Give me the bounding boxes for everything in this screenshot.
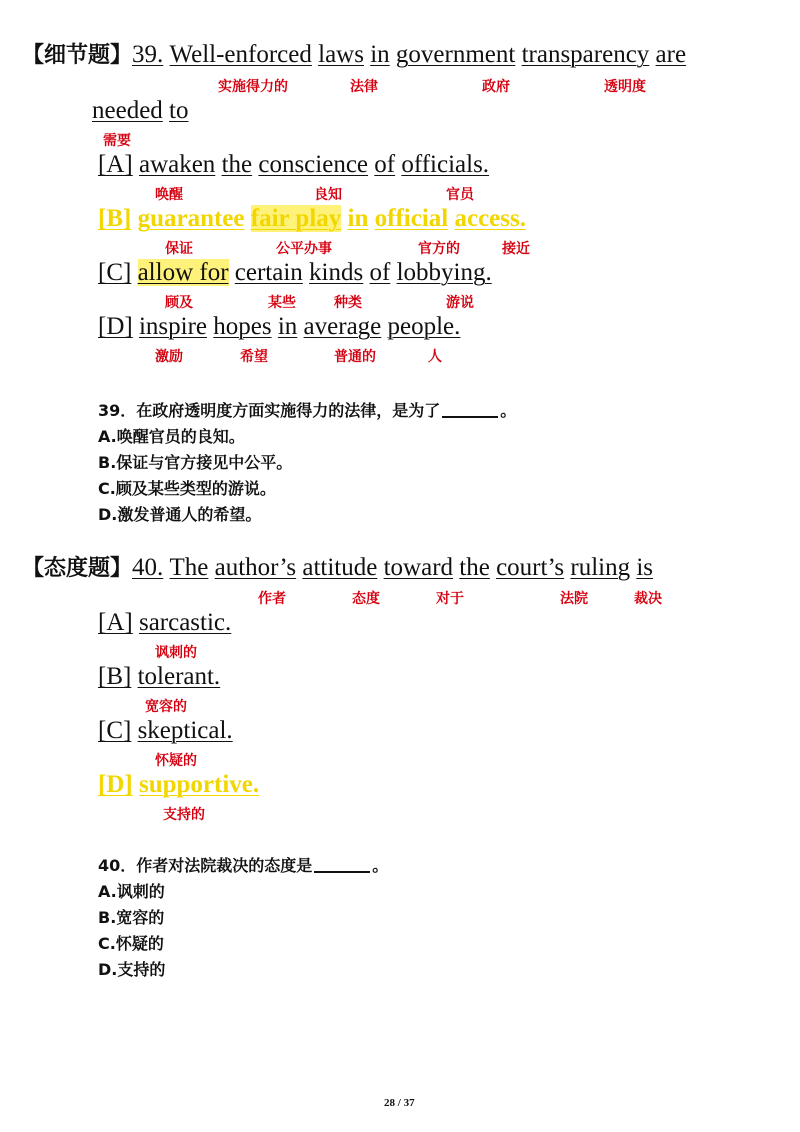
q39-stem-line2: needed to [92,97,189,124]
q40-type-tag: 【态度题】 [22,556,133,581]
gloss: 宽容的 [145,699,187,715]
translation-option: A.讽刺的 [98,882,165,901]
gloss: 唤醒 [155,187,183,203]
translation-option: D.支持的 [98,960,166,979]
answer-blank [442,400,498,418]
q39-option-c: [C] allow for certain kinds of lobbying. [98,259,492,286]
translation-question: 40．作者对法院裁决的态度是 。 [98,856,389,875]
gloss: 顾及 [165,295,193,311]
translation-option: D.激发普通人的希望。 [98,505,262,524]
q39-type-tag: 【细节题】 [22,43,133,68]
translation-option: C.顾及某些类型的游说。 [98,479,276,498]
translation-option: C.怀疑的 [98,934,164,953]
gloss: 政府 [482,79,510,95]
gloss: 普通的 [334,349,376,365]
gloss: 激励 [155,349,183,365]
gloss: 作者 [258,591,286,607]
gloss: 官方的 [418,241,460,257]
q40-option-b: [B] tolerant. [98,663,221,690]
q40-translation [98,855,388,980]
answer-blank [314,855,370,873]
gloss: 游说 [446,295,474,311]
gloss: 种类 [334,295,362,311]
q39-option-b-correct: [B] guarantee fair play in official access. [98,205,526,232]
q40-option-d-correct: [D] supportive. [98,771,260,798]
gloss: 讽刺的 [155,645,197,661]
q39-translation [98,400,516,525]
translation-option: A.唤醒官员的良知。 [98,427,245,446]
gloss: 支持的 [163,807,205,823]
gloss: 态度 [352,591,380,607]
gloss: 怀疑的 [155,753,197,769]
gloss: 实施得力的 [218,79,288,95]
gloss: 人 [428,349,442,365]
gloss: 公平办事 [276,241,332,257]
gloss: 希望 [240,349,268,365]
q40-stem: 【态度题】40. The author’s attitude toward the court’s ruling is [22,554,654,581]
page-number: 28 / 37 [384,1097,415,1109]
gloss: 良知 [314,187,342,203]
gloss: 透明度 [604,79,646,95]
translation-option: B.保证与官方接见中公平。 [98,453,293,472]
gloss: 对于 [436,591,464,607]
q40-option-c: [C] skeptical. [98,717,233,744]
q39-option-d: [D] inspire hopes in average people. [98,313,461,340]
q39-stem-line1: 【细节题】39. Well-enforced laws in government transparency are [22,41,687,68]
gloss: 接近 [502,241,530,257]
gloss: 某些 [268,295,296,311]
gloss: 裁决 [634,591,662,607]
q39-option-a: [A] awaken the conscience of officials. [98,151,490,178]
gloss: 法律 [350,79,378,95]
gloss: 法院 [560,591,588,607]
translation-question: 39．在政府透明度方面实施得力的法律，是为了 。 [98,401,517,420]
gloss: 官员 [446,187,474,203]
gloss: 保证 [165,241,193,257]
gloss: 需要 [103,133,131,149]
translation-option: B.宽容的 [98,908,165,927]
q40-option-a: [A] sarcastic. [98,609,232,636]
